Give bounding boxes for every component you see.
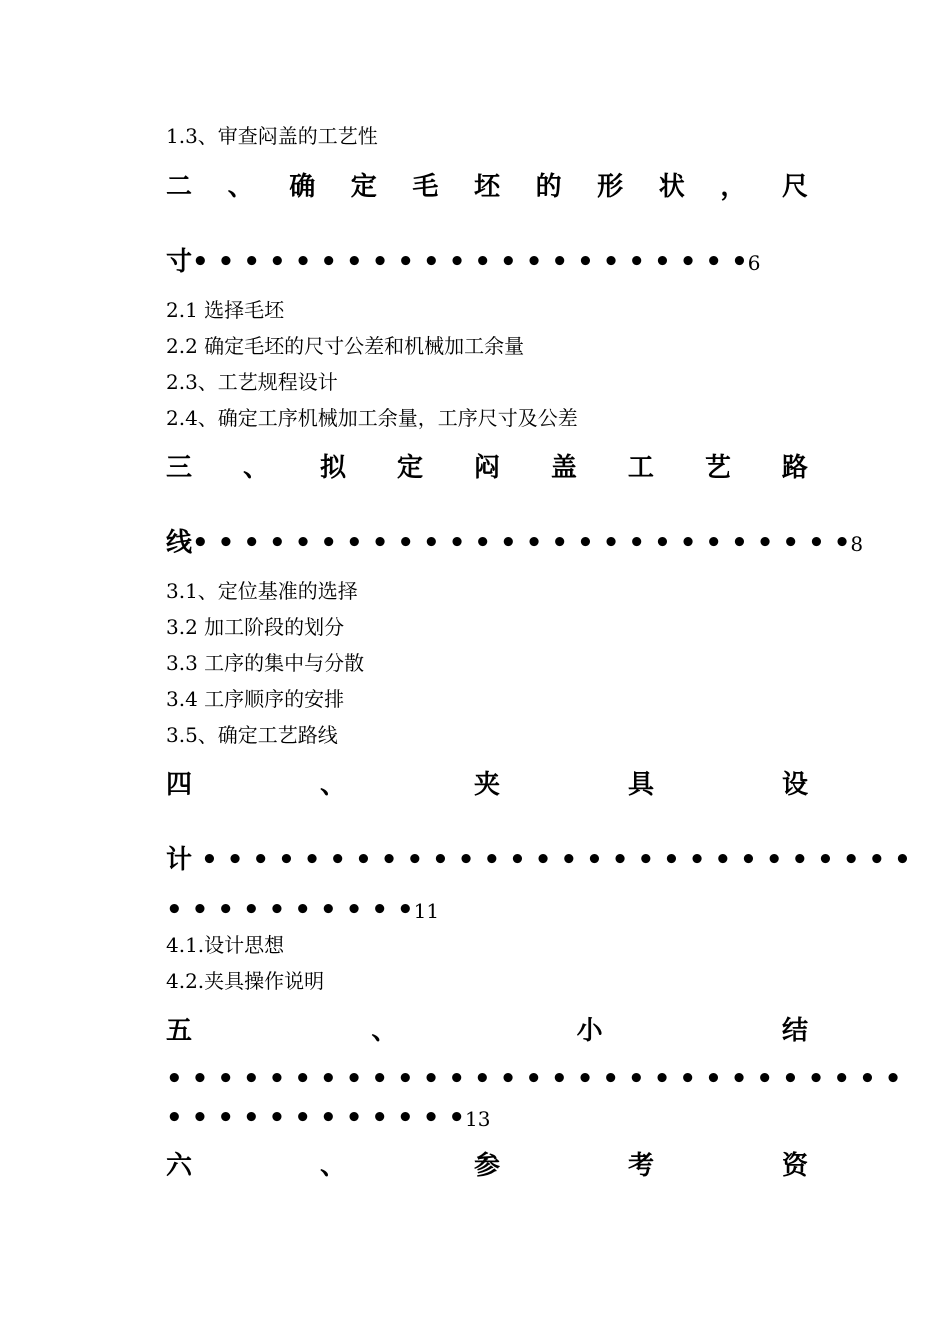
toc-section-4-heading[interactable] [166, 768, 808, 802]
heading-char: 资 [781, 1151, 808, 1181]
toc-section-4-leader[interactable] [166, 843, 911, 877]
heading-char: 形 [597, 172, 624, 202]
toc-item-2-4[interactable]: 2.4、确定工序机械加工余量，工序尺寸及公差 [166, 406, 578, 430]
page-number: 13 [465, 1107, 491, 1131]
toc-item-2-3[interactable]: 2.3、工艺规程设计 [166, 370, 338, 394]
toc-item-2-2[interactable]: 2.2 确定毛坯的尺寸公差和机械加工余量 [166, 334, 525, 358]
toc-section-3-heading[interactable] [166, 451, 808, 485]
heading-char: 艺 [704, 453, 731, 483]
toc-item-3-4[interactable]: 3.4 工序顺序的安排 [166, 687, 345, 711]
heading-char: 坯 [473, 172, 500, 202]
heading-char: 具 [627, 770, 654, 800]
dot-leader: • • • • • • • • • • • • • • • • • • • • • • • • • • • • • [166, 1064, 902, 1094]
toc-item-3-3[interactable]: 3.3 工序的集中与分散 [166, 651, 365, 675]
heading-char: 结 [781, 1016, 808, 1046]
heading-char: 定 [396, 453, 423, 483]
heading-char: 确 [289, 172, 316, 202]
toc-section-5-leader[interactable] [166, 1062, 901, 1096]
page-number: 11 [413, 899, 440, 923]
heading-char: 状 [658, 172, 685, 202]
dot-leader: • • • • • • • • • • • • [166, 1103, 465, 1133]
heading-char: 小 [576, 1016, 603, 1046]
heading-char: 闷 [473, 453, 500, 483]
page-number: 8 [850, 532, 864, 556]
toc-section-6-heading[interactable] [166, 1149, 808, 1183]
heading-char: 、 [319, 770, 346, 800]
heading-char: 、 [242, 453, 269, 483]
heading-char: 考 [627, 1151, 654, 1181]
heading-char: 尺 [781, 172, 808, 202]
toc-section-3-leader[interactable] [166, 526, 863, 561]
toc-section-4-leader-cont[interactable] [166, 893, 439, 928]
dot-leader: • • • • • • • • • • • • • • • • • • • • • • • • • • • • [201, 845, 911, 875]
heading-char: 夹 [473, 770, 500, 800]
heading-char: 拟 [319, 453, 346, 483]
toc-section-2-heading[interactable] [166, 170, 808, 204]
heading-char: 四 [166, 770, 193, 800]
toc-item-3-1[interactable]: 3.1、定位基准的选择 [166, 579, 358, 603]
toc-section-2-leader[interactable] [166, 245, 760, 280]
dot-leader: • • • • • • • • • • • • • • • • • • • • • • [192, 247, 748, 277]
heading-char: 、 [227, 172, 254, 202]
heading-char: 六 [166, 1151, 193, 1181]
toc-item-3-2[interactable]: 3.2 加工阶段的划分 [166, 615, 345, 639]
heading-char: 毛 [412, 172, 439, 202]
heading-char: 三 [166, 453, 193, 483]
heading-char: 设 [781, 770, 808, 800]
toc-section-5-leader-cont[interactable] [166, 1101, 490, 1136]
heading-char: 、 [319, 1151, 346, 1181]
heading-char: 寸 [166, 247, 193, 277]
heading-char: 二 [166, 172, 193, 202]
heading-char: ， [720, 172, 747, 202]
heading-char: 的 [535, 172, 562, 202]
heading-char: 工 [627, 453, 654, 483]
toc-item-1-3[interactable]: 1.3、审查闷盖的工艺性 [166, 124, 378, 148]
toc-item-4-2[interactable]: 4.2.夹具操作说明 [166, 969, 325, 993]
toc-section-5-heading[interactable] [166, 1014, 808, 1048]
dot-leader: • • • • • • • • • • [166, 895, 414, 925]
heading-char: 五 [166, 1016, 193, 1046]
heading-char: 盖 [550, 453, 577, 483]
page-number: 6 [747, 251, 761, 275]
heading-char: 线 [166, 528, 193, 558]
heading-char: 参 [473, 1151, 500, 1181]
heading-char: 、 [371, 1016, 398, 1046]
heading-char: 定 [350, 172, 377, 202]
heading-char: 路 [781, 453, 808, 483]
dot-leader: • • • • • • • • • • • • • • • • • • • • • • • • • • [192, 528, 851, 558]
toc-item-3-5[interactable]: 3.5、确定工艺路线 [166, 723, 338, 747]
toc-item-2-1[interactable]: 2.1 选择毛坯 [166, 298, 285, 322]
toc-item-4-1[interactable]: 4.1.设计思想 [166, 933, 285, 957]
heading-char: 计 [166, 845, 193, 875]
